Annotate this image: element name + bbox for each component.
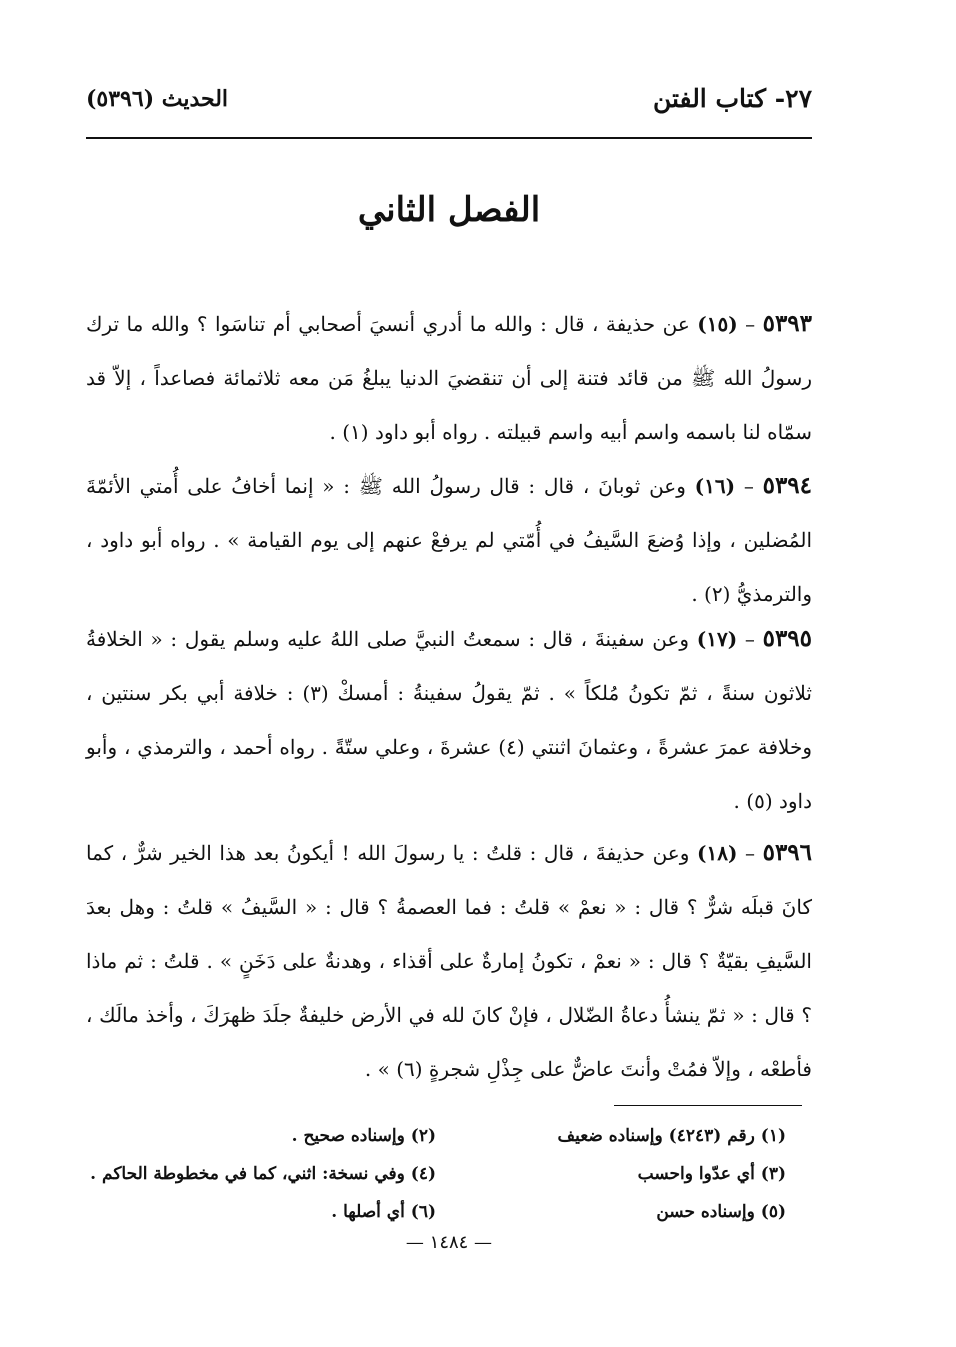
footnote-6: (٦) أي أصلها .	[331, 1202, 436, 1222]
chapter-title: ٢٧- كتاب الفتن	[652, 84, 812, 113]
footnote-5: (٥) وإسناده حسن	[656, 1202, 786, 1222]
hadith-number: ٥٣٩٦	[762, 839, 813, 866]
footnote-1: (١) رقم (٤٢٤٣) وإسناده ضعيف	[557, 1126, 786, 1146]
hadith-sub-number: (١٨)	[697, 841, 738, 865]
hadith-text: عن حذيفة ، قال : والله ما أدري أنسيَ أصحابي أم تناسَوا ؟ والله ما ترك رسولُ الله ﷺ من قائد فتنة إلى أن تنقضيَ الدنيا يبلغُ مَن معه ثلاثمائة فصاعداً ، إلاّ قد سمّاه لنا باسمه واسم أبيه واسم قبيلته . رواه أبو داود (١) .	[86, 312, 812, 444]
footnote-4: (٤) وفي نسخة: اثني، كما في مخطوطة الحاكم .	[90, 1164, 436, 1184]
hadith-sub-number: (١٥)	[697, 312, 738, 336]
hadith-text: وعن حذيفةَ ، قال : قلتُ : يا رسولَ الله ! أيكونُ بعد هذا الخير شرٌّ ، كما كانَ قبلَه شرٌّ ؟ قال : « نعمْ » قلتُ : فما العصمةُ ؟ قال : « السَّيفُ » قلتُ : وهل بعدَ السَّيفِ بقيّةٌ ؟ قال : « نعمْ ، تكونُ إمارةٌ على أقذاء ، وهدنةٌ على دَخَنٍ » . قلتُ : ثم ماذا ؟ قال : « ثمّ ينشأُ دعاةُ الضّلال ، فإنْ كانَ لله في الأرض خليفةٌ جلَدَ ظهرَكَ ، وأخذ مالَك ، فأطعْه ، وإلاّ فمُتْ وأنتَ عاضٌّ على جِذْلِ شجرةٍ (٦) » .	[86, 841, 812, 1081]
hadith-range: الحديث (٥٣٩٦)	[86, 86, 229, 112]
hadith-text: وعن سفينةَ ، قال : سمعتُ النبيَّ صلى اللهُ عليه وسلم يقول : « الخلافةُ ثلاثون سنةً ، ثمّ تكونُ مُلكاً » . ثمّ يقولُ سفينةُ : أمسكْ (٣) : خلافة أبي بكر سنتين ، وخلافة عمرَ عشرةً ، وعثمانَ اثنتي (٤) عشرةَ ، وعلي ستّةً . رواه أحمد ، والترمذي ، وأبو داود (٥) .	[86, 627, 813, 813]
footnotes	[86, 1117, 786, 1231]
hadith-number: ٥٣٩٤	[762, 472, 813, 499]
page-number: — ١٤٨٤ —	[405, 1232, 493, 1253]
hadith-sub-number: (١٧)	[696, 627, 738, 651]
hadith-sub-number: (١٦)	[694, 474, 736, 498]
hadith-5395: ٥٣٩٥ – (١٧) وعن سفينةَ ، قال : سمعتُ النبيَّ صلى اللهُ عليه وسلم يقول : « الخلافةُ ثلاثون سنةً ، ثمّ تكونُ مُلكاً » . ثمّ يقولُ سفينةُ : أمسكْ (٣) : خلافة أبي بكر سنتين ، وخلافة عمرَ عشرةً ، وعثمانَ اثنتي (٤) عشرةَ ، وعلي ستّةً . رواه أحمد ، والترمذي ، وأبو داود (٥) .	[86, 625, 813, 813]
footnote-row	[86, 1193, 786, 1231]
footnote-divider	[614, 1105, 802, 1106]
footnote-3: (٣) أي عدّوا واحسب	[637, 1164, 786, 1184]
section-title: الفصل الثاني	[357, 190, 541, 230]
hadith-5393: ٥٣٩٣ – (١٥) عن حذيفة ، قال : والله ما أدري أنسيَ أصحابي أم تناسَوا ؟ والله ما ترك رسولُ الله ﷺ من قائد فتنة إلى أن تنقضيَ الدنيا يبلغُ مَن معه ثلاثمائة فصاعداً ، إلاّ قد سمّاه لنا باسمه واسم أبيه واسم قبيلته . رواه أبو داود (١) .	[86, 310, 813, 444]
footnote-2: (٢) وإسناده صحيح .	[291, 1126, 436, 1146]
header-divider	[86, 137, 812, 139]
hadith-5394: ٥٣٩٤ – (١٦) وعن ثوبانَ ، قال : قال رسولُ الله ﷺ : « إنما أخافُ على أُمتي الأئمّةَ المُضلين ، وإذا وُضعَ السَّيفُ في أُمّتي لم يرفعْ عنهم إلى يوم القيامة » . رواه أبو داود ، والترمذيُّ (٢) .	[86, 472, 813, 606]
hadith-5396: ٥٣٩٦ – (١٨) وعن حذيفةَ ، قال : قلتُ : يا رسولَ الله ! أيكونُ بعد هذا الخير شرٌّ ، كما كانَ قبلَه شرٌّ ؟ قال : « نعمْ » قلتُ : فما العصمةُ ؟ قال : « السَّيفُ » قلتُ : وهل بعدَ السَّيفِ بقيّةٌ ؟ قال : « نعمْ ، تكونُ إمارةٌ على أقذاء ، وهدنةٌ على دَخَنٍ » . قلتُ : ثم ماذا ؟ قال : « ثمّ ينشأُ دعاةُ الضّلال ، فإنْ كانَ لله في الأرض خليفةٌ جلَدَ ظهرَكَ ، وأخذ مالَك ، فأطعْه ، وإلاّ فمُتْ وأنتَ عاضٌّ على جِذْلِ شجرةٍ (٦) » .	[86, 839, 813, 1081]
hadith-number: ٥٣٩٣	[762, 310, 813, 337]
hadith-number: ٥٣٩٥	[762, 625, 813, 652]
footnote-row	[86, 1155, 786, 1193]
footnote-row	[86, 1117, 786, 1155]
hadith-text: وعن ثوبانَ ، قال : قال رسولُ الله ﷺ : « إنما أخافُ على أُمتي الأئمّةَ المُضلين ، وإذا وُضعَ السَّيفُ في أُمّتي لم يرفعْ عنهم إلى يوم القيامة » . رواه أبو داود ، والترمذيُّ (٢) .	[86, 474, 812, 606]
page-header	[86, 84, 812, 128]
